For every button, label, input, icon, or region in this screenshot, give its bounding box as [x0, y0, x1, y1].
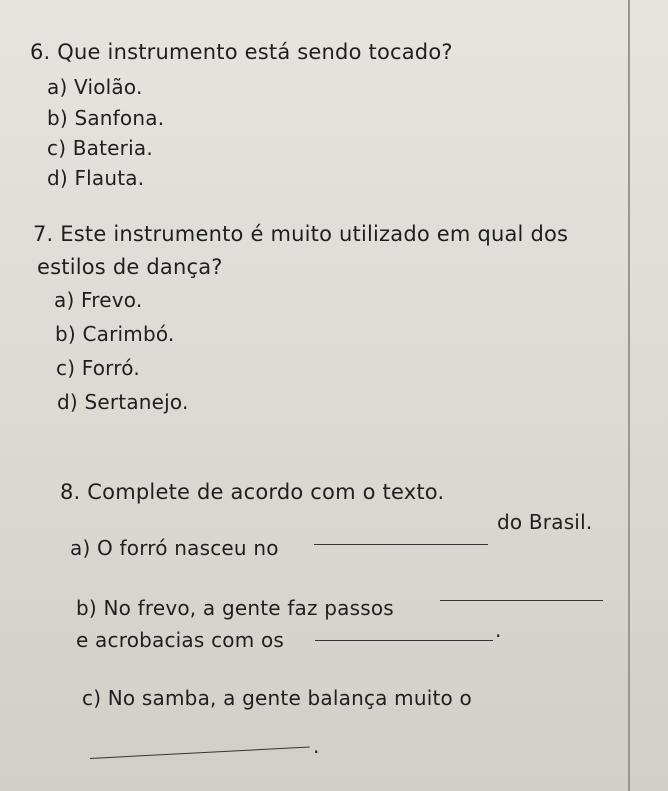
question-7-option-a: a) Frevo. [54, 288, 143, 312]
question-7-option-d: d) Sertanejo. [57, 390, 189, 414]
question-8b-text-line-2: e acrobacias com os [76, 628, 284, 652]
question-6-title: 6. Que instrumento está sendo tocado? [30, 40, 453, 64]
question-8b-blank-2[interactable] [315, 640, 493, 641]
question-7-option-b: b) Carimbó. [55, 322, 175, 346]
question-7-title-line-2: estilos de dança? [37, 255, 223, 279]
question-8c-period: . [313, 734, 320, 758]
question-6-option-d: d) Flauta. [47, 166, 145, 190]
page-margin-line [628, 0, 630, 791]
question-7-option-c: c) Forró. [56, 356, 140, 380]
question-6-option-a: a) Violão. [47, 75, 143, 99]
question-8-title: 8. Complete de acordo com o texto. [60, 480, 445, 504]
question-8c-text: c) No samba, a gente balança muito o [82, 686, 472, 710]
question-8a-text: a) O forró nasceu no [70, 536, 279, 560]
question-8b-period: . [495, 618, 502, 642]
question-8b-blank-1[interactable] [440, 600, 603, 601]
question-8a-suffix: do Brasil. [497, 510, 593, 534]
question-6-option-c: c) Bateria. [47, 136, 153, 160]
question-8b-text-line-1: b) No frevo, a gente faz passos [76, 596, 394, 620]
question-6-option-b: b) Sanfona. [47, 106, 165, 130]
question-7-title-line-1: 7. Este instrumento é muito utilizado em qual dos [33, 222, 569, 246]
question-8a-blank[interactable] [314, 544, 488, 545]
question-8c-blank[interactable] [90, 746, 310, 759]
